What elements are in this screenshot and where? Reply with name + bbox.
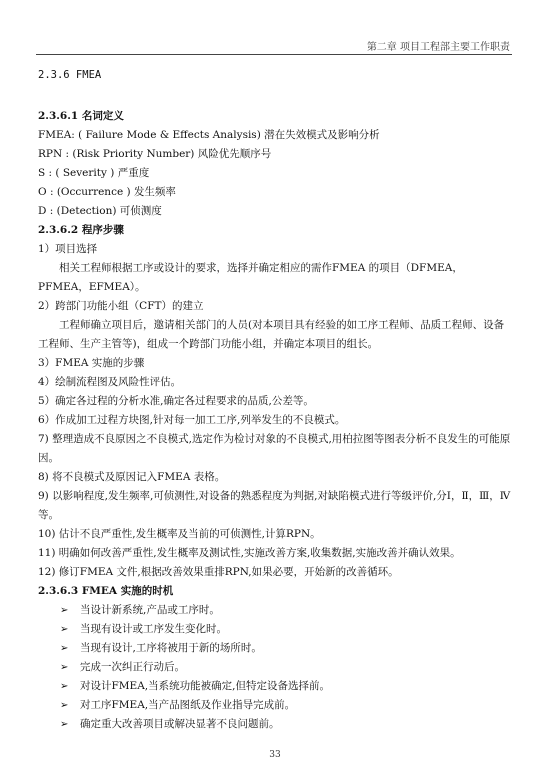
step-11: 11) 明确如何改善严重性,发生概率及测试性,实施改善方案,收集数据,实施改善并确认效果。 — [38, 547, 461, 559]
definition-occurrence: O : (Occurrence ) 发生频率 — [38, 186, 176, 198]
timing-item — [38, 696, 512, 715]
step-5: 5）确定各过程的分析水准,确定各过程要求的品质,公差等。 — [38, 395, 314, 407]
step-1-title: 1）项目选择 — [38, 243, 98, 255]
step-2-body: 工程师确立项目后，邀请相关部门的人员(对本项目具有经验的如工序工程师、品质工程师、设备工程师、生产主管等)，组成一个跨部门功能小组，并确定本项目的组长。 — [38, 319, 505, 350]
section-heading: 2.3.6 FMEA — [38, 69, 102, 81]
arrow-bullet-icon: ➢ — [60, 681, 69, 692]
step-8: 8) 将不良模式及原因记入FMEA 表格。 — [38, 471, 226, 483]
header-rule — [36, 54, 512, 55]
timing-item-text: 确定重大改善项目或解决显著不良问题前。 — [80, 718, 280, 730]
step-6: 6）作成加工过程方块图,针对每一加工工序,列举发生的不良模式。 — [38, 414, 346, 426]
page-number: 33 — [269, 750, 281, 760]
page-content — [38, 66, 512, 734]
timing-item — [38, 658, 512, 677]
step-4: 4）绘制流程图及风险性评估。 — [38, 376, 182, 388]
timing-item — [38, 601, 512, 620]
step-3: 3）FMEA 实施的步骤 — [38, 357, 145, 369]
timing-heading: 2.3.6.3 FMEA 实施的时机 — [38, 585, 174, 597]
step-1-body: 相关工程师根据工序或设计的要求，选择并确定相应的需作FMEA 的项目（DFMEA，PFMEA，EFMEA）。 — [38, 262, 463, 293]
step-9: 9) 以影响程度,发生频率,可侦测性,对设备的熟悉程度为判据,对缺陷模式进行等级评价,分Ⅰ，Ⅱ，Ⅲ，Ⅳ等。 — [38, 490, 511, 521]
timing-item-text: 对工序FMEA,当产品图纸及作业指导完成前。 — [80, 699, 296, 711]
definition-rpn: RPN : (Risk Priority Number) 风险优先顺序号 — [38, 148, 272, 160]
step-7: 7) 整理造成不良原因之不良模式,选定作为检讨对象的不良模式,用柏拉图等图表分析不良发生的可能原因。 — [38, 433, 511, 464]
step-12: 12) 修订FMEA 文件,根据改善效果重排RPN,如果必要，开始新的改善循环。 — [38, 566, 399, 578]
procedure-heading: 2.3.6.2 程序步骤 — [38, 224, 124, 236]
definition-detection: D : (Detection) 可侦测度 — [38, 205, 162, 217]
timing-item — [38, 677, 512, 696]
step-10: 10) 估计不良严重性,发生概率及当前的可侦测性,计算RPN。 — [38, 528, 321, 540]
arrow-bullet-icon: ➢ — [60, 719, 69, 730]
arrow-bullet-icon: ➢ — [60, 624, 69, 635]
arrow-bullet-icon: ➢ — [60, 605, 69, 616]
arrow-bullet-icon: ➢ — [60, 643, 69, 654]
timing-item — [38, 620, 512, 639]
arrow-bullet-icon: ➢ — [60, 700, 69, 711]
definitions-heading: 2.3.6.1 名词定义 — [38, 110, 124, 122]
timing-item-text: 对设计FMEA,当系统功能被确定,但特定设备选择前。 — [80, 680, 330, 692]
timing-item — [38, 715, 512, 734]
timing-item-text: 完成一次纠正行动后。 — [80, 661, 185, 673]
timing-item — [38, 639, 512, 658]
definition-severity: S : ( Severity ) 严重度 — [38, 167, 150, 179]
arrow-bullet-icon: ➢ — [60, 662, 69, 673]
step-2-title: 2）跨部门功能小组（CFT）的建立 — [38, 300, 204, 312]
timing-item-text: 当设计新系统,产品或工序时。 — [80, 604, 220, 616]
timing-item-text: 当现有设计,工序将被用于新的场所时。 — [80, 642, 262, 654]
timing-item-text: 当现有设计或工序发生变化时。 — [80, 623, 227, 635]
definition-fmea: FMEA: ( Failure Mode & Effects Analysis) 潜在失效模式及影响分析 — [38, 129, 380, 141]
running-header: 第二章 项目工程部主要工作职责 — [366, 42, 510, 53]
